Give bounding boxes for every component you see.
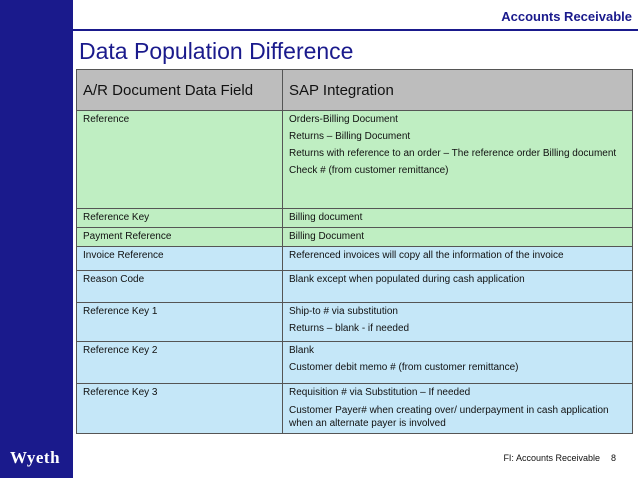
sap-line: Billing document — [289, 212, 363, 223]
sap-line: Returns – blank - if needed — [289, 323, 410, 334]
sap-line: Returns – Billing Document — [289, 131, 411, 142]
sap-cell — [283, 384, 633, 434]
sap-line: Customer Payer# when creating over/ underpayment in cash application when an alternate payer is involved — [289, 405, 609, 429]
sap-line: Blank — [289, 345, 315, 356]
slide-title: Data Population Difference — [79, 38, 354, 64]
field-cell: Reference Key — [77, 209, 283, 228]
wyeth-logo: Wyeth — [10, 448, 61, 467]
table-row — [77, 111, 633, 209]
sap-line: Orders-Billing Document — [289, 114, 398, 125]
sap-line: Blank except when populated during cash application — [289, 274, 525, 285]
table-row — [77, 303, 633, 342]
left-sidebar-band — [0, 0, 73, 478]
table-row — [77, 228, 633, 247]
table-header-row — [77, 70, 633, 111]
column-header-field: A/R Document Data Field — [77, 70, 283, 111]
field-cell: Reference Key 3 — [77, 384, 283, 434]
table-row — [77, 342, 633, 384]
sap-cell — [283, 228, 633, 247]
sap-line: Requisition # via Substitution – If needed — [289, 387, 471, 398]
field-cell: Invoice Reference — [77, 247, 283, 271]
table-row — [77, 247, 633, 271]
sap-cell — [283, 209, 633, 228]
field-cell: Payment Reference — [77, 228, 283, 247]
header-divider — [73, 29, 638, 31]
sap-line: Billing Document — [289, 231, 365, 242]
sap-line: Ship-to # via substitution — [289, 306, 398, 317]
column-header-sap: SAP Integration — [283, 70, 633, 111]
section-title: Accounts Receivable — [501, 9, 632, 24]
sap-line: Check # (from customer remittance) — [289, 165, 449, 176]
footer-label: FI: Accounts Receivable — [503, 453, 600, 463]
sap-cell — [283, 111, 633, 209]
sap-cell — [283, 247, 633, 271]
table-row — [77, 271, 633, 303]
page-number: 8 — [610, 453, 616, 463]
sap-line: Referenced invoices will copy all the information of the invoice — [289, 250, 564, 261]
sap-line: Customer debit memo # (from customer remittance) — [289, 362, 519, 373]
sap-cell — [283, 271, 633, 303]
table-row — [77, 384, 633, 434]
field-cell: Reason Code — [77, 271, 283, 303]
table-row — [77, 209, 633, 228]
field-cell: Reference Key 1 — [77, 303, 283, 342]
data-field-table — [76, 69, 633, 434]
sap-line: Returns with reference to an order – The reference order Billing document — [289, 148, 617, 159]
sap-cell — [283, 342, 633, 384]
field-cell: Reference — [77, 111, 283, 209]
field-cell: Reference Key 2 — [77, 342, 283, 384]
sap-cell — [283, 303, 633, 342]
